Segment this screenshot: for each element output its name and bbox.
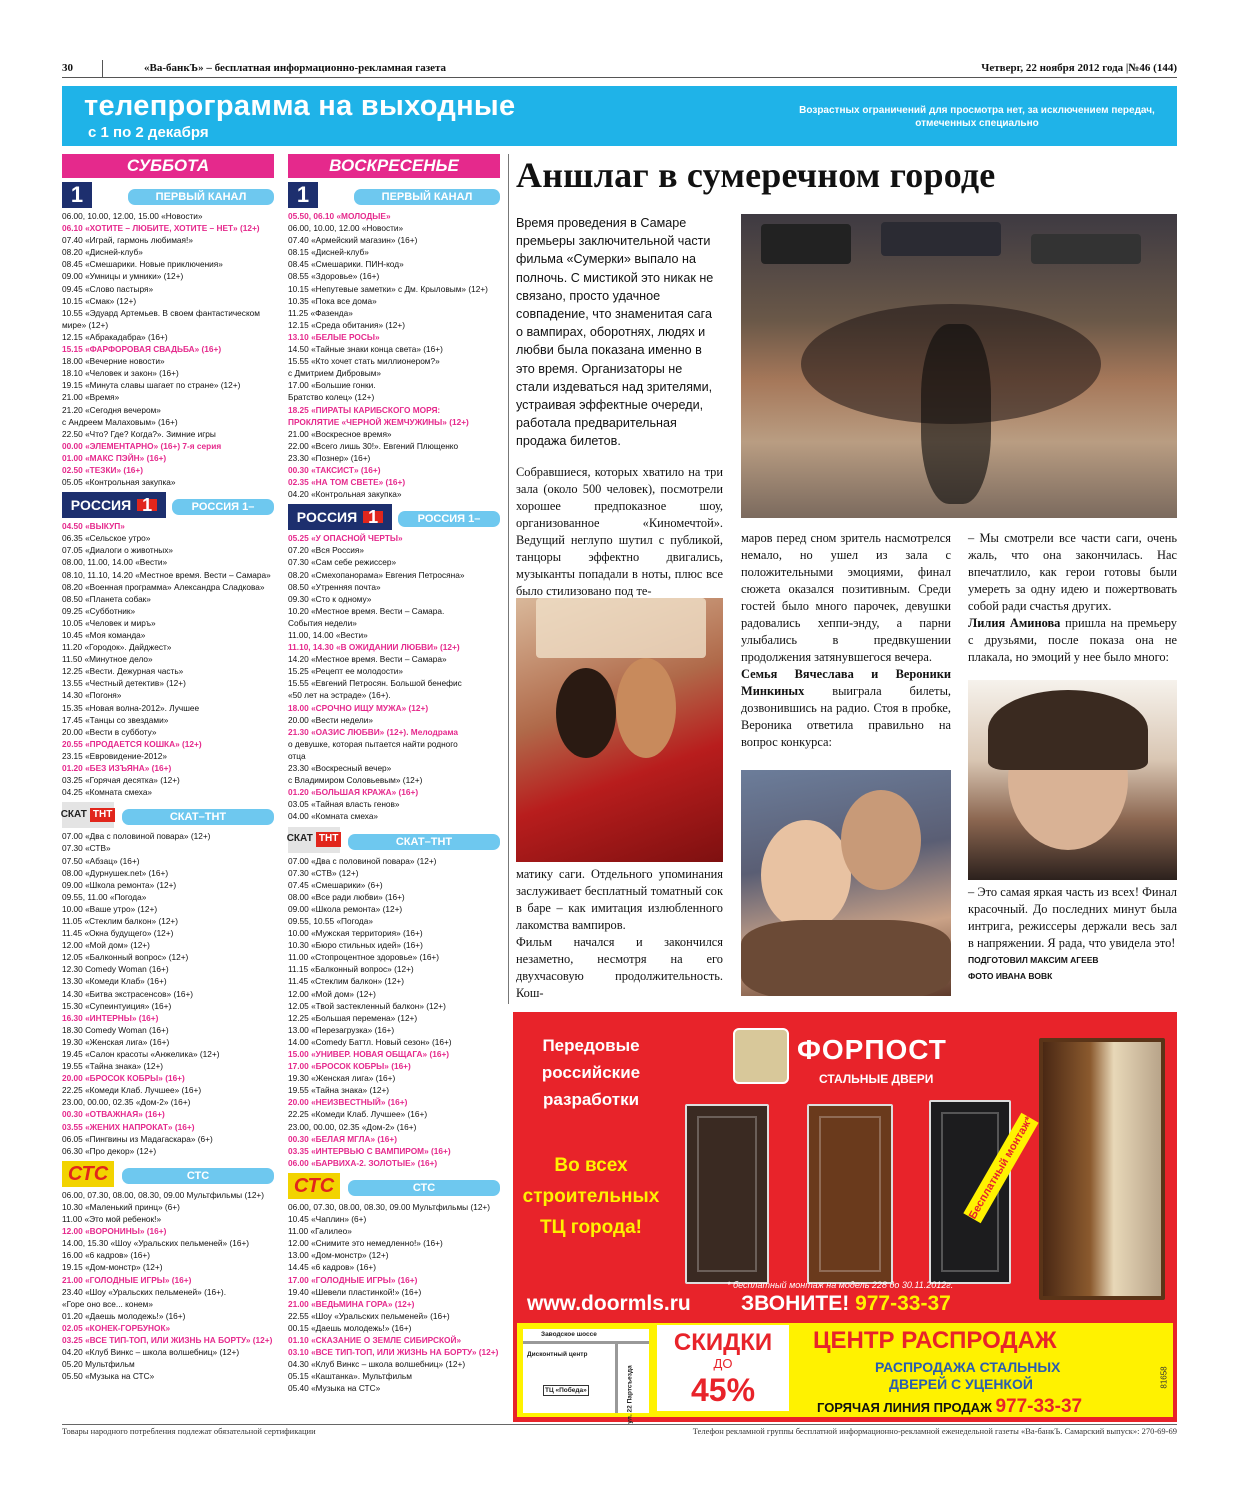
- program-entry: 18.30 Comedy Woman (16+): [62, 1024, 169, 1035]
- program-entry: 20.00 «Вести недели»: [288, 714, 374, 725]
- channel-header-skat-tnt: [288, 827, 500, 853]
- program-list: [62, 520, 274, 798]
- program-entry: 11.15 «Балконный вопрос» (12+): [288, 964, 414, 975]
- location-map: Заводское шоссе Дисконтный центр ТЦ «Победа» ул. 22 Партсъезда: [523, 1329, 649, 1413]
- program-entry: 10.20 «Местное время. Вести – Самара.: [288, 605, 445, 616]
- program-entry: 10.30 «Маленький принц» (6+): [62, 1201, 180, 1212]
- certification-note: Товары народного потребления подлежат обязательной сертификации: [62, 1426, 316, 1436]
- article-paragraph: [741, 530, 951, 751]
- program-entry: 07.45 «Смешарики» (6+): [288, 879, 383, 890]
- paragraph-text: матику саги. Отдельного упоминания заслуживает бесплатный томатный сок в баре – как имитация излюбленного лакомства вампиров.: [516, 867, 723, 932]
- program-entry: 07.30 «СТВ»: [62, 843, 111, 854]
- couple-photo: [741, 770, 951, 996]
- program-entry: 19.40 «Шевели пластинкой!» (16+): [288, 1286, 422, 1297]
- program-entry: 14.50 «Тайные знаки конца света» (16+): [288, 344, 443, 355]
- program-list: [62, 210, 274, 488]
- program-entry: 09.00 «Школа ремонта» (12+): [62, 879, 177, 890]
- paragraph-text: Лилия Аминова пришла на премьеру с друзьями, после показа она не плакала, но эмоций у нее было много:: [968, 616, 1178, 664]
- program-entry: 07.30 «Сам себе режиссер»: [288, 557, 397, 568]
- paragraph-text: маров перед сном зритель насмотрелся немало, но ушел из зала с положительными эмоциями, финал сюжета оказался позитивным. Среди гостей было много парочек, девушки радовались хеппи-энду, а парни улыбались в предвкушении продолжения затянувшегося вечера.: [741, 531, 951, 664]
- brand-subtitle: СТАЛЬНЫЕ ДВЕРИ: [819, 1072, 934, 1086]
- page-header: [62, 60, 1177, 78]
- program-entry: с Владимиром Соловьевым» (12+): [288, 775, 423, 786]
- article-headline: Аншлаг в сумеречном городе: [516, 155, 996, 195]
- program-entry: 14.20 «Местное время. Вести – Самара»: [288, 654, 447, 665]
- header-divider: [102, 60, 103, 78]
- program-entry: 07.00 «Два с половиной повара» (12+): [288, 855, 437, 866]
- program-entry: 00.00 «ЭЛЕМЕНТАРНО» (16+) 7-я серия: [62, 440, 222, 451]
- program-entry: 21.00 «Время»: [62, 392, 120, 403]
- program-entry: 23.30 «Воскресный вечер»: [288, 763, 392, 774]
- program-entry: 05.20 Мультфильм: [62, 1359, 135, 1370]
- channel-header-sts: [288, 1173, 500, 1199]
- program-entry: 01.00 «МАКС ПЭЙН» (16+): [62, 452, 167, 463]
- program-entry: 23.15 «Евровидение-2012»: [62, 750, 168, 761]
- channel-header-skat-tnt: [62, 802, 274, 828]
- program-entry: 04.20 «Контрольная закупка»: [288, 489, 402, 500]
- program-entry: 03.10 «ВСЕ ТИП-ТОП, ИЛИ ЖИЗНЬ НА БОРТУ» (12+): [288, 1347, 499, 1358]
- channel-name: РОССИЯ 1–САМАРА: [172, 499, 274, 515]
- program-entry: 22.25 «Комеди Клаб. Лучшее» (16+): [288, 1109, 428, 1120]
- program-list: [62, 1189, 274, 1383]
- program-entry: 19.15 «Дом-монстр» (12+): [62, 1262, 163, 1273]
- program-entry: 10.15 «Смак» (12+): [62, 295, 137, 306]
- program-entry: 09.25 «Субботник»: [62, 605, 136, 616]
- photo-credit: ФОТО ИВАНА ВОВК: [968, 971, 1053, 981]
- program-entry: 13.00 «Дом-монстр» (12+): [288, 1250, 389, 1261]
- program-list: [288, 210, 500, 500]
- program-entry: 15.35 «Новая волна-2012». Лучшее: [62, 702, 200, 713]
- program-entry: 22.25 «Комеди Клаб. Лучшее» (16+): [62, 1085, 202, 1096]
- brand-name: ФОРПОСТ: [797, 1034, 947, 1065]
- program-entry: 06.30 «Про декор» (12+): [62, 1145, 157, 1156]
- channel-header-perviy: [62, 182, 274, 208]
- sts-logo: СТС: [62, 1161, 114, 1187]
- program-entry: 06.00, 07.30, 08.00, 08.30, 09.00 Мультфильмы (12+): [288, 1201, 491, 1212]
- program-entry: 17.00 «Большие гонки.: [288, 380, 376, 391]
- program-entry: отца: [288, 750, 306, 761]
- program-entry: 18.00 «Вечерние новости»: [62, 356, 165, 367]
- program-entry: 22.55 «Шоу «Уральских пельменей» (16+): [288, 1310, 450, 1321]
- program-entry: 03.35 «ИНТЕРВЬЮ С ВАМПИРОМ» (16+): [288, 1145, 451, 1156]
- program-entry: 04.50 «ВЫКУП»: [62, 521, 125, 532]
- program-entry: 15.00 «УНИВЕР. НОВАЯ ОБЩАГА» (16+): [288, 1049, 450, 1059]
- program-entry: 11.20 «Городок». Дайджест»: [62, 642, 172, 653]
- program-entry: 10.00 «Ваше утро» (12+): [62, 903, 158, 914]
- program-entry: 01.20 «БЕЗ ИЗЪЯНА» (16+): [62, 763, 172, 774]
- program-entry: 10.45 «Чаплин» (6+): [288, 1214, 367, 1225]
- program-entry: 15.15 «ФАРФОРОВАЯ СВАДЬБА» (16+): [62, 344, 222, 355]
- sts-logo: СТС: [288, 1173, 340, 1199]
- ad-code: 81658: [1159, 1366, 1169, 1389]
- program-entry: 16.30 «ИНТЕРНЫ» (16+): [62, 1012, 159, 1023]
- program-entry: 15.30 «Супеинтуиция» (16+): [62, 1000, 172, 1011]
- program-list: [62, 830, 274, 1157]
- program-entry: 23.40 «Шоу «Уральских пельменей» (16+).: [62, 1286, 227, 1297]
- program-entry: 15.55 «Кто хочет стать миллионером?»: [288, 356, 440, 367]
- program-entry: 11.10, 14.30 «В ОЖИДАНИИ ЛЮБВИ» (12+): [288, 642, 460, 653]
- program-entry: 08.10, 11.10, 14.20 «Местное время. Вести – Самара»: [62, 569, 271, 580]
- program-entry: 14.00 «Comedy Баттл. Новый сезон» (16+): [288, 1036, 452, 1047]
- program-entry: 02.05 «КОНЕК-ГОРБУНОК»: [62, 1322, 171, 1333]
- program-entry: 08.45 «Смешарики. Новые приключения»: [62, 259, 223, 270]
- program-entry: 06.00, 10.00, 12.00 «Новости»: [288, 223, 404, 234]
- program-entry: 12.15 «Абракадабра» (16+): [62, 331, 168, 342]
- program-entry: 04.25 «Комната смеха»: [62, 787, 153, 798]
- perviy-kanal-logo: 1: [288, 182, 318, 208]
- program-entry: 21.20 «Сегодня вечером»: [62, 404, 161, 415]
- program-entry: с Андреем Малаховым» (16+): [62, 416, 178, 427]
- program-entry: 07.20 «Вся Россия»: [288, 545, 364, 556]
- program-entry: 08.45 «Смешарики. ПИН-код»: [288, 259, 404, 270]
- program-entry: 14.45 «6 кадров» (16+): [288, 1262, 377, 1273]
- banner-title: телепрограмма на выходные: [84, 90, 516, 122]
- program-entry: 10.30 «Бюро стильных идей» (16+): [288, 940, 423, 951]
- program-entry: 21.30 «ОАЗИС ЛЮБВИ» (12+). Мелодрама: [288, 726, 459, 737]
- page-footer: [62, 1424, 1177, 1436]
- program-entry: 04.20 «Клуб Винкс – школа волшебниц» (12+): [62, 1347, 240, 1358]
- sunday-schedule: [288, 154, 500, 1394]
- gazette-title: «Ва-банкЪ» – бесплатная информационно-рекламная газета: [144, 62, 447, 74]
- column-divider: [508, 154, 509, 1004]
- program-entry: 08.20 «Смехопанорама» Евгения Петросяна»: [288, 569, 465, 580]
- program-entry: 11.00 «Это мой ребенок!»: [62, 1214, 162, 1225]
- day-header-saturday: СУББОТА: [62, 154, 274, 178]
- program-entry: 20.55 «ПРОДАЕТСЯ КОШКА» (12+): [62, 738, 202, 749]
- program-entry: 20.00 «НЕИЗВЕСТНЫЙ» (16+): [288, 1097, 408, 1108]
- program-entry: 21.00 «Воскресное время»: [288, 428, 392, 439]
- program-entry: 17.00 «БРОСОК КОБРЫ» (16+): [288, 1061, 411, 1072]
- program-entry: 03.25 «Горячая десятка» (12+): [62, 775, 180, 786]
- program-entry: 06.00 «БАРВИХА-2. ЗОЛОТЫЕ» (16+): [288, 1157, 438, 1168]
- program-entry: 10.00 «Мужская территория» (16+): [288, 928, 423, 939]
- paragraph-text: Семья Вячеслава и Вероники Минкиных выиграла билеты, дозвонившись на радио. Стоя в пробке, Вероника ответила правильно на вопрос конкурса:: [741, 667, 951, 749]
- program-entry: 10.55 «Эдуард Артемьев. В своем фантастическом: [62, 307, 260, 318]
- program-list: [288, 532, 500, 822]
- program-entry: 19.30 «Женская лига» (16+): [288, 1073, 396, 1084]
- program-entry: 08.00 «Все ради любви» (16+): [288, 891, 405, 902]
- program-entry: 14.30 «Погоня»: [62, 690, 122, 701]
- program-entry: 14.30 «Битва экстрасенсов» (16+): [62, 988, 194, 999]
- program-entry: 01.20 «БОЛЬШАЯ КРАЖА» (16+): [288, 787, 419, 798]
- program-entry: 18.25 «ПИРАТЫ КАРИБСКОГО МОРЯ:: [288, 404, 441, 415]
- program-entry: 11.50 «Минутное дело»: [62, 654, 153, 665]
- door-image: [807, 1104, 893, 1284]
- free-install-stamp: Бесплатный монтаж*: [963, 1113, 1038, 1223]
- program-entry: 03.55 «ЖЕНИХ НАПРОКАТ» (16+): [62, 1121, 195, 1132]
- program-entry: 09.00 «Школа ремонта» (12+): [288, 903, 403, 914]
- program-entry: 15.25 «Рецепт ее молодости»: [288, 666, 404, 677]
- program-entry: 17.00 «ГОЛОДНЫЕ ИГРЫ» (16+): [288, 1274, 418, 1285]
- program-entry: 23.00, 00.00, 02.35 «Дом-2» (16+): [62, 1097, 191, 1108]
- program-entry: 12.00 «Мой дом» (12+): [62, 940, 150, 951]
- channel-header-perviy: [288, 182, 500, 208]
- banner-dates: с 1 по 2 декабря: [88, 124, 209, 141]
- skat-tnt-logo: СКАТ ТНТ: [288, 827, 340, 853]
- program-entry: мире» (12+): [62, 319, 109, 330]
- program-entry: 20.00 «Вести в субботу»: [62, 726, 157, 737]
- channel-name: СКАТ–ТНТ: [348, 834, 500, 850]
- program-entry: 04.00 «Комната смеха»: [288, 811, 379, 822]
- program-entry: 23.00, 00.00, 02.35 «Дом-2» (16+): [288, 1121, 417, 1132]
- ad-phone-note: Телефон рекламной группы бесплатной информационно-рекламной еженедельной газеты «Ва-банкЪ. Самарский выпуск»: 270-69-69: [692, 1426, 1177, 1436]
- program-entry: 10.15 «Непутевые заметки» с Дм. Крыловым» (12+): [288, 283, 488, 294]
- program-entry: 12.00 «Снимите это немедленно!» (16+): [288, 1238, 443, 1249]
- program-entry: 05.40 «Музыка на СТС»: [288, 1383, 381, 1394]
- forpost-brand: [733, 1028, 1003, 1088]
- channel-name: СКАТ–ТНТ: [122, 809, 274, 825]
- program-entry: 19.55 «Тайна знака» (12+): [288, 1085, 390, 1096]
- program-entry: 00.30 «ОТВАЖНАЯ» (16+): [62, 1109, 165, 1120]
- skat-tnt-logo: СКАТ ТНТ: [62, 802, 114, 828]
- program-entry: 16.00 «6 кадров» (16+): [62, 1250, 151, 1261]
- program-entry: 11.00, 14.00 «Вести»: [288, 630, 368, 640]
- program-entry: 14.00, 15.30 «Шоу «Уральских пельменей» (16+): [62, 1238, 250, 1249]
- paragraph-text: – Мы смотрели все части саги, очень жаль, что она закончилась. Нас впечатлило, как герои готовы были умереть за одну идею и пожертвовать собой ради счастья других.: [968, 531, 1177, 613]
- sale-line: РАСПРОДАЖА СТАЛЬНЫХ: [875, 1359, 1061, 1375]
- program-entry: 09.30 «Сто к одному»: [288, 593, 372, 604]
- program-entry: 17.45 «Танцы со звездами»: [62, 714, 169, 725]
- program-entry: 11.45 «Стеклим балкон» (12+): [288, 976, 405, 987]
- rossiya-logo: РОССИЯ 1: [288, 504, 392, 530]
- program-entry: 07.30 «СТВ» (12+): [288, 867, 359, 878]
- article-paragraph: [968, 884, 1177, 984]
- program-entry: 09.00 «Умницы и умники» (12+): [62, 271, 184, 282]
- program-entry: 11.00 «Галилео»: [288, 1226, 352, 1237]
- program-entry: 13.00 «Перезагрузка» (16+): [288, 1024, 395, 1035]
- channel-name: РОССИЯ 1–САМАРА: [398, 511, 500, 527]
- ad-website[interactable]: www.doormls.ru: [527, 1292, 691, 1315]
- program-entry: 19.45 «Салон красоты «Анжелика» (12+): [62, 1049, 220, 1059]
- cinema-crowd-photo: [741, 214, 1177, 518]
- program-entry: 12.25 «Большая перемена» (12+): [288, 1012, 418, 1023]
- program-entry: 13.55 «Честный детектив» (12+): [62, 678, 186, 689]
- program-entry: 08.55 «Здоровье» (16+): [288, 271, 380, 282]
- program-entry: 05.50 «Музыка на СТС»: [62, 1371, 155, 1382]
- program-entry: 21.00 «ГОЛОДНЫЕ ИГРЫ» (16+): [62, 1274, 192, 1285]
- program-entry: 12.25 «Вести. Дежурная часть»: [62, 666, 184, 677]
- program-entry: 13.10 «БЕЛЫЕ РОСЫ»: [288, 331, 380, 342]
- issue-date: Четверг, 22 ноября 2012 года |№46 (144): [981, 62, 1177, 74]
- program-entry: 05.50, 06.10 «МОЛОДЫЕ»: [288, 211, 391, 221]
- program-entry: 15.55 «Евгений Петросян. Большой бенефис: [288, 678, 462, 689]
- program-entry: 18.10 «Человек и закон» (16+): [62, 368, 179, 379]
- program-entry: 08.50 «Планета собак»: [62, 593, 151, 604]
- program-entry: с Дмитрием Дибровым»: [288, 368, 382, 379]
- open-door-image: [1039, 1038, 1165, 1300]
- program-list: [288, 1201, 500, 1395]
- program-entry: 09.55, 10.55 «Погода»: [288, 915, 373, 926]
- age-restriction-note: Возрастных ограничений для просмотра нет, за исключением передач, отмеченных специально: [799, 105, 1155, 129]
- program-entry: 03.25 «ВСЕ ТИП-ТОП, ИЛИ ЖИЗНЬ НА БОРТУ» (12+): [62, 1334, 273, 1345]
- program-entry: 06.00, 10.00, 12.00, 15.00 «Новости»: [62, 211, 203, 221]
- article-paragraph: Собравшиеся, которых хватило на три зала (около 500 человек), посмотрели хорошее предпоказное шоу, организованное «Киномечтой». Ведущий неглупо шутил с публикой, танцоры эффектно двигались, музыканты попадали в ноты, плюс все было стилизовано под те-: [516, 465, 723, 598]
- program-entry: 08.50 «Утренняя почта»: [288, 581, 381, 592]
- saturday-schedule: [62, 154, 274, 1382]
- program-entry: 01.10 «СКАЗАНИЕ О ЗЕМЛЕ СИБИРСКОЙ»: [288, 1334, 462, 1345]
- forpost-doors-ad: [513, 1012, 1177, 1422]
- sale-line: ДВЕРЕЙ С УЦЕНКОЙ: [889, 1376, 1033, 1392]
- ad-slogan: Передовые российские разработки: [541, 1036, 641, 1109]
- discount-box: СКИДКИ ДО 45%: [657, 1325, 789, 1411]
- article-paragraph: [968, 530, 1177, 666]
- program-entry: 09.45 «Слово пастыря»: [62, 283, 154, 294]
- program-entry: 12.05 «Балконный вопрос» (12+): [62, 952, 189, 963]
- author-credit: ПОДГОТОВИЛ МАКСИМ АГЕЕВ: [968, 955, 1099, 965]
- program-entry: о девушке, которая пытается найти родного: [288, 738, 458, 749]
- program-entry: 19.55 «Тайна знака» (12+): [62, 1061, 164, 1072]
- program-entry: 00.30 «ТАКСИСТ» (16+): [288, 464, 381, 475]
- program-entry: 12.00 «Мой дом» (12+): [288, 988, 376, 999]
- program-entry: «50 лет на эстраде» (16+).: [288, 690, 391, 701]
- program-entry: 12.15 «Среда обитания» (12+): [288, 319, 406, 330]
- paragraph-text: – Это самая яркая часть из всех! Финал красочный. До последних минут была интрига, режиссеры держали весь зал в напряжении. Я рада, что увидела это!: [968, 885, 1177, 950]
- bar-tomato-juice-photo: [516, 598, 723, 862]
- article-lead: Время проведения в Самаре премьеры заключительной части фильма «Сумерки» выпало на полночь. С мистикой это никак не связано, просто удачное совпадение, что знаменитая сага о вампирах, оборотнях, людях и любви была показана именно в это время. Организаторы не стали издеваться над зрителями, устраивая эффектные очереди, работала предварительная продажа билетов.: [516, 216, 714, 449]
- program-entry: 20.00 «БРОСОК КОБРЫ» (16+): [62, 1073, 185, 1084]
- door-image: [685, 1104, 769, 1284]
- program-entry: 06.00, 07.30, 08.00, 08.30, 09.00 Мультфильмы (12+): [62, 1189, 265, 1200]
- program-entry: 10.35 «Пока все дома»: [288, 295, 377, 306]
- program-entry: 08.00, 11.00, 14.00 «Вести»: [62, 557, 168, 568]
- program-list: [288, 855, 500, 1169]
- program-entry: 08.00 «Дурнушек.net» (16+): [62, 867, 169, 878]
- program-entry: 11.00 «Стопроцентное здоровье» (16+): [288, 952, 440, 963]
- program-entry: 23.30 «Познер» (16+): [288, 452, 371, 463]
- program-entry: 12.05 «Твой застекленный балкон» (12+): [288, 1000, 446, 1011]
- article-paragraph: [516, 866, 723, 1002]
- program-entry: «Горе оно все... конем»: [62, 1298, 153, 1309]
- program-entry: 10.05 «Человек и миръ»: [62, 617, 156, 628]
- forpost-emblem-icon: [733, 1028, 789, 1084]
- channel-name: ПЕРВЫЙ КАНАЛ: [354, 189, 500, 205]
- program-entry: 22.00 «Всего лишь 30!». Евгений Плющенко: [288, 440, 459, 451]
- program-entry: 09.55, 11.00 «Погода»: [62, 891, 147, 902]
- program-entry: 06.10 «ХОТИТЕ – ЛЮБИТЕ, ХОТИТЕ – НЕТ» (12+): [62, 223, 260, 234]
- program-entry: 05.25 «У ОПАСНОЙ ЧЕРТЫ»: [288, 533, 403, 544]
- perviy-kanal-logo: 1: [62, 182, 92, 208]
- channel-header-sts: [62, 1161, 274, 1187]
- channel-name: СТС: [348, 1180, 500, 1196]
- program-entry: 08.20 «Дисней-клуб»: [62, 247, 143, 258]
- program-entry: 11.05 «Стеклим балкон» (12+): [62, 915, 179, 926]
- page-number: 30: [62, 62, 73, 74]
- program-entry: 06.35 «Сельское утро»: [62, 533, 151, 544]
- install-footnote: * бесплатный монтаж на модель 228 до 30.11.2012г.: [727, 1280, 954, 1290]
- program-entry: 06.05 «Пингвины из Мадагаскара» (6+): [62, 1133, 213, 1144]
- program-entry: 21.00 «ВЕДЬМИНА ГОРА» (12+): [288, 1298, 415, 1309]
- program-entry: 10.45 «Моя команда»: [62, 630, 146, 640]
- program-entry: 19.15 «Минута славы шагает по стране» (12+): [62, 380, 241, 391]
- channel-name: СТС: [122, 1168, 274, 1184]
- program-entry: 19.30 «Женская лига» (16+): [62, 1036, 170, 1047]
- program-entry: 02.50 «ТЕЗКИ» (16+): [62, 464, 144, 475]
- paragraph-text: Фильм начался и закончился незаметно, несмотря на его двухчасовую продолжительность. Кош-: [516, 935, 723, 1000]
- program-entry: 12.30 Comedy Woman (16+): [62, 964, 169, 975]
- tv-program-banner: [62, 86, 1177, 146]
- program-entry: 04.30 «Клуб Винкс – школа волшебниц» (12+): [288, 1359, 466, 1370]
- program-entry: 11.45 «Окна будущего» (12+): [62, 928, 174, 939]
- program-entry: 01.20 «Даешь молодежь!» (16+): [62, 1310, 186, 1321]
- program-entry: 08.20 «Военная программа» Александра Сладкова»: [62, 581, 265, 592]
- rossiya-logo: РОССИЯ 1: [62, 492, 166, 518]
- program-entry: 07.05 «Диалоги о животных»: [62, 545, 174, 556]
- program-entry: 11.25 «Фазенда»: [288, 307, 353, 318]
- hotline: ГОРЯЧАЯ ЛИНИЯ ПРОДАЖ 977-33-37: [817, 1396, 1083, 1417]
- program-entry: 05.15 «Каштанка». Мультфильм: [288, 1371, 412, 1382]
- ad-stores-note: Во всех строительных ТЦ города!: [522, 1155, 660, 1238]
- program-entry: ПРОКЛЯТИЕ «ЧЕРНОЙ ЖЕМЧУЖИНЫ» (12+): [288, 416, 469, 427]
- program-entry: 00.30 «БЕЛАЯ МГЛА» (16+): [288, 1133, 398, 1144]
- sale-center-title: ЦЕНТР РАСПРОДАЖ: [813, 1327, 1057, 1354]
- program-entry: 12.00 «ВОРОНИНЫ» (16+): [62, 1226, 167, 1237]
- program-entry: Братство колец» (12+): [288, 392, 375, 403]
- day-header-sunday: ВОСКРЕСЕНЬЕ: [288, 154, 500, 178]
- program-entry: 18.00 «СРОЧНО ИЩУ МУЖА» (12+): [288, 702, 429, 713]
- program-entry: 00.15 «Даешь молодежь!» (16+): [288, 1322, 412, 1333]
- channel-name: ПЕРВЫЙ КАНАЛ: [128, 189, 274, 205]
- program-entry: 07.40 «Играй, гармонь любимая!»: [62, 235, 193, 246]
- program-entry: 02.35 «НА ТОМ СВЕТЕ» (16+): [288, 477, 406, 488]
- program-entry: 03.05 «Тайная власть генов»: [288, 799, 400, 810]
- program-entry: 13.30 «Комеди Клаб» (16+): [62, 976, 167, 987]
- program-entry: 08.15 «Дисней-клуб»: [288, 247, 369, 258]
- program-entry: 07.40 «Армейский магазин» (16+): [288, 235, 418, 246]
- program-entry: События недели»: [288, 617, 357, 628]
- program-entry: 07.50 «Абзац» (16+): [62, 855, 140, 866]
- ad-phone[interactable]: ЗВОНИТЕ! 977-33-37: [741, 1292, 951, 1315]
- program-entry: 22.50 «Что? Где? Когда?». Зимние игры: [62, 428, 216, 439]
- woman-portrait-photo: [968, 680, 1177, 880]
- program-entry: 07.00 «Два с половиной повара» (12+): [62, 831, 211, 842]
- sale-center-block: [517, 1323, 1173, 1424]
- program-entry: 05.05 «Контрольная закупка»: [62, 477, 176, 488]
